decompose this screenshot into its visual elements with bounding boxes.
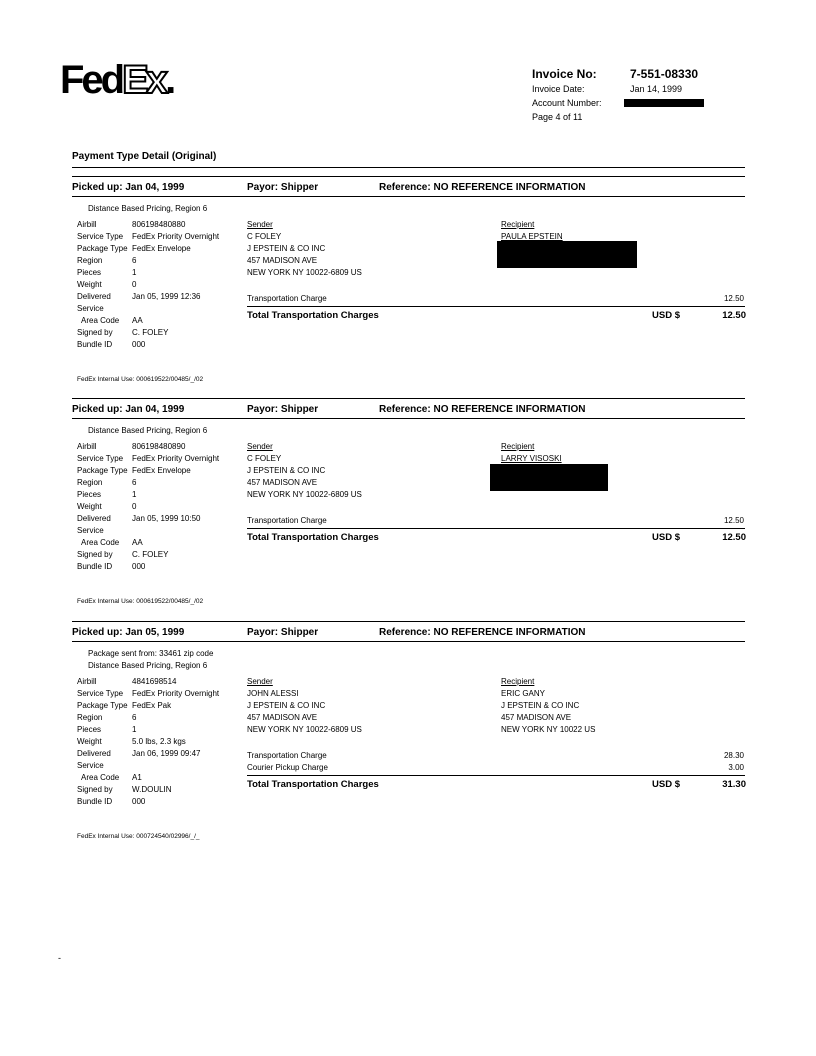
reference: Reference: NO REFERENCE INFORMATION xyxy=(379,627,586,638)
airbill-value: 806198480890 xyxy=(132,442,186,451)
recipient-label: Recipient xyxy=(501,677,535,686)
sender-line: 457 MADISON AVE xyxy=(247,713,318,722)
pricing-note: Distance Based Pricing, Region 6 xyxy=(88,661,208,670)
total-charges-label: Total Transportation Charges xyxy=(247,779,379,790)
sender-line: NEW YORK NY 10022-6809 US xyxy=(247,268,362,277)
signed-by-value: W.DOULIN xyxy=(132,785,172,794)
recipient-line: ERIC GANY xyxy=(501,689,546,698)
label-area-code: Area Code xyxy=(81,538,120,547)
service-type-value: FedEx Priority Overnight xyxy=(132,232,220,241)
recipient-line: PAULA EPSTEIN xyxy=(501,232,563,241)
transportation-charge-label: Transportation Charge xyxy=(247,294,327,303)
sender-line: NEW YORK NY 10022-6809 US xyxy=(247,725,362,734)
invoice-no-label: Invoice No: xyxy=(532,67,597,81)
redacted-recipient-address xyxy=(497,241,637,268)
label-pieces: Pieces xyxy=(77,725,102,734)
airbill-value: 4841698514 xyxy=(132,677,177,686)
fedex-logo: FedEx. xyxy=(60,58,174,102)
currency-label: USD $ xyxy=(652,779,680,790)
total-charges-amount: 31.30 xyxy=(722,779,746,790)
label-delivered: Delivered xyxy=(77,749,111,758)
bundle-id-value: 000 xyxy=(132,562,146,571)
courier-pickup-charge-amount: 3.00 xyxy=(728,763,744,772)
label-signed-by: Signed by xyxy=(77,550,113,559)
total-charges-label: Total Transportation Charges xyxy=(247,532,379,543)
pricing-note: Package sent from: 33461 zip code xyxy=(88,649,214,658)
service-type-value: FedEx Priority Overnight xyxy=(132,689,220,698)
sender-label: Sender xyxy=(247,220,273,229)
weight-value: 5.0 lbs, 2.3 kgs xyxy=(132,737,186,746)
label-area-code: Area Code xyxy=(81,773,120,782)
transportation-charge-amount: 12.50 xyxy=(723,294,744,303)
payor: Payor: Shipper xyxy=(247,404,319,415)
total-charges-amount: 12.50 xyxy=(722,310,746,321)
total-charges-amount: 12.50 xyxy=(722,532,746,543)
total-charges-label: Total Transportation Charges xyxy=(247,310,379,321)
transportation-charge-amount: 12.50 xyxy=(723,516,744,525)
area-code-value: AA xyxy=(132,316,143,325)
label-region: Region xyxy=(77,713,103,722)
sender-line: C FOLEY xyxy=(247,454,282,463)
bundle-id-value: 000 xyxy=(132,797,146,806)
recipient-line: NEW YORK NY 10022 US xyxy=(501,725,596,734)
invoice-date-label: Invoice Date: xyxy=(532,84,585,94)
internal-use-code: FedEx Internal Use: 000619522/00485/_/02 xyxy=(77,376,204,383)
sender-line: J EPSTEIN & CO INC xyxy=(247,701,326,710)
courier-pickup-charge-label: Courier Pickup Charge xyxy=(247,763,328,772)
signed-by-value: C. FOLEY xyxy=(132,550,169,559)
delivered-value: Jan 06, 1999 09:47 xyxy=(132,749,201,758)
pricing-note: Distance Based Pricing, Region 6 xyxy=(88,204,208,213)
transportation-charge-amount: 28.30 xyxy=(723,751,744,760)
redacted-recipient-address xyxy=(490,464,608,491)
label-package-type: Package Type xyxy=(77,466,128,475)
label-package-type: Package Type xyxy=(77,244,128,253)
delivered-value: Jan 05, 1999 12:36 xyxy=(132,292,201,301)
recipient-line: J EPSTEIN & CO INC xyxy=(501,701,580,710)
picked-up: Picked up: Jan 04, 1999 xyxy=(72,182,185,193)
invoice-date: Jan 14, 1999 xyxy=(630,84,683,94)
label-bundle-id: Bundle ID xyxy=(77,797,113,806)
label-region: Region xyxy=(77,478,103,487)
label-bundle-id: Bundle ID xyxy=(77,340,113,349)
transportation-charge-label: Transportation Charge xyxy=(247,751,327,760)
label-service: Service xyxy=(77,304,104,313)
shipment-block xyxy=(0,398,816,605)
label-service: Service xyxy=(77,761,104,770)
divider xyxy=(72,621,745,622)
shipment-block xyxy=(0,621,816,840)
sender-line: 457 MADISON AVE xyxy=(247,478,318,487)
label-weight: Weight xyxy=(77,280,102,289)
label-service-type: Service Type xyxy=(77,454,124,463)
sender-line: J EPSTEIN & CO INC xyxy=(247,466,326,475)
service-type-value: FedEx Priority Overnight xyxy=(132,454,220,463)
label-package-type: Package Type xyxy=(77,701,128,710)
page-number: Page 4 of 11 xyxy=(532,112,583,122)
sender-line: NEW YORK NY 10022-6809 US xyxy=(247,490,362,499)
label-airbill: Airbill xyxy=(77,442,97,451)
section-title: Payment Type Detail (Original) xyxy=(72,151,217,162)
recipient-label: Recipient xyxy=(501,220,535,229)
account-number-label: Account Number: xyxy=(532,98,602,108)
package-type-value: FedEx Envelope xyxy=(132,244,191,253)
region-value: 6 xyxy=(132,256,137,265)
pieces-value: 1 xyxy=(132,268,137,277)
label-weight: Weight xyxy=(77,502,102,511)
sender-line: 457 MADISON AVE xyxy=(247,256,318,265)
shipment-block xyxy=(0,176,816,383)
recipient-label: Recipient xyxy=(501,442,535,451)
reference: Reference: NO REFERENCE INFORMATION xyxy=(379,404,586,415)
label-pieces: Pieces xyxy=(77,268,102,277)
currency-label: USD $ xyxy=(652,310,680,321)
label-service-type: Service Type xyxy=(77,232,124,241)
divider xyxy=(72,176,745,177)
label-bundle-id: Bundle ID xyxy=(77,562,113,571)
picked-up: Picked up: Jan 04, 1999 xyxy=(72,404,185,415)
label-service: Service xyxy=(77,526,104,535)
airbill-value: 806198480880 xyxy=(132,220,186,229)
delivered-value: Jan 05, 1999 10:50 xyxy=(132,514,201,523)
area-code-value: A1 xyxy=(132,773,142,782)
bundle-id-value: 000 xyxy=(132,340,146,349)
region-value: 6 xyxy=(132,478,137,487)
label-area-code: Area Code xyxy=(81,316,120,325)
sender-label: Sender xyxy=(247,677,273,686)
divider xyxy=(72,418,745,419)
pricing-note: Distance Based Pricing, Region 6 xyxy=(88,426,208,435)
label-signed-by: Signed by xyxy=(77,328,113,337)
divider xyxy=(72,196,745,197)
label-delivered: Delivered xyxy=(77,514,111,523)
divider xyxy=(72,641,745,642)
invoice-no: 7-551-08330 xyxy=(630,67,699,81)
divider xyxy=(247,528,745,529)
pieces-value: 1 xyxy=(132,725,137,734)
sender-line: C FOLEY xyxy=(247,232,282,241)
sender-line: J EPSTEIN & CO INC xyxy=(247,244,326,253)
picked-up: Picked up: Jan 05, 1999 xyxy=(72,627,185,638)
label-airbill: Airbill xyxy=(77,677,97,686)
internal-use-code: FedEx Internal Use: 000724540/02996/_/_ xyxy=(77,833,200,840)
payor: Payor: Shipper xyxy=(247,182,319,193)
region-value: 6 xyxy=(132,713,137,722)
divider xyxy=(247,306,745,307)
sender-line: JOHN ALESSI xyxy=(247,689,299,698)
label-service-type: Service Type xyxy=(77,689,124,698)
label-airbill: Airbill xyxy=(77,220,97,229)
transportation-charge-label: Transportation Charge xyxy=(247,516,327,525)
label-region: Region xyxy=(77,256,103,265)
recipient-line: LARRY VISOSKI xyxy=(501,454,562,463)
label-delivered: Delivered xyxy=(77,292,111,301)
package-type-value: FedEx Pak xyxy=(132,701,172,710)
payor: Payor: Shipper xyxy=(247,627,319,638)
label-signed-by: Signed by xyxy=(77,785,113,794)
footer-mark: - xyxy=(58,953,61,963)
pieces-value: 1 xyxy=(132,490,137,499)
internal-use-code: FedEx Internal Use: 000619522/00485/_/02 xyxy=(77,598,204,605)
package-type-value: FedEx Envelope xyxy=(132,466,191,475)
label-weight: Weight xyxy=(77,737,102,746)
signed-by-value: C. FOLEY xyxy=(132,328,169,337)
weight-value: 0 xyxy=(132,502,137,511)
recipient-line: 457 MADISON AVE xyxy=(501,713,572,722)
divider xyxy=(247,775,745,776)
label-pieces: Pieces xyxy=(77,490,102,499)
reference: Reference: NO REFERENCE INFORMATION xyxy=(379,182,586,193)
weight-value: 0 xyxy=(132,280,137,289)
currency-label: USD $ xyxy=(652,532,680,543)
redacted-account-number xyxy=(624,99,704,107)
divider xyxy=(72,167,745,168)
sender-label: Sender xyxy=(247,442,273,451)
area-code-value: AA xyxy=(132,538,143,547)
divider xyxy=(72,398,745,399)
